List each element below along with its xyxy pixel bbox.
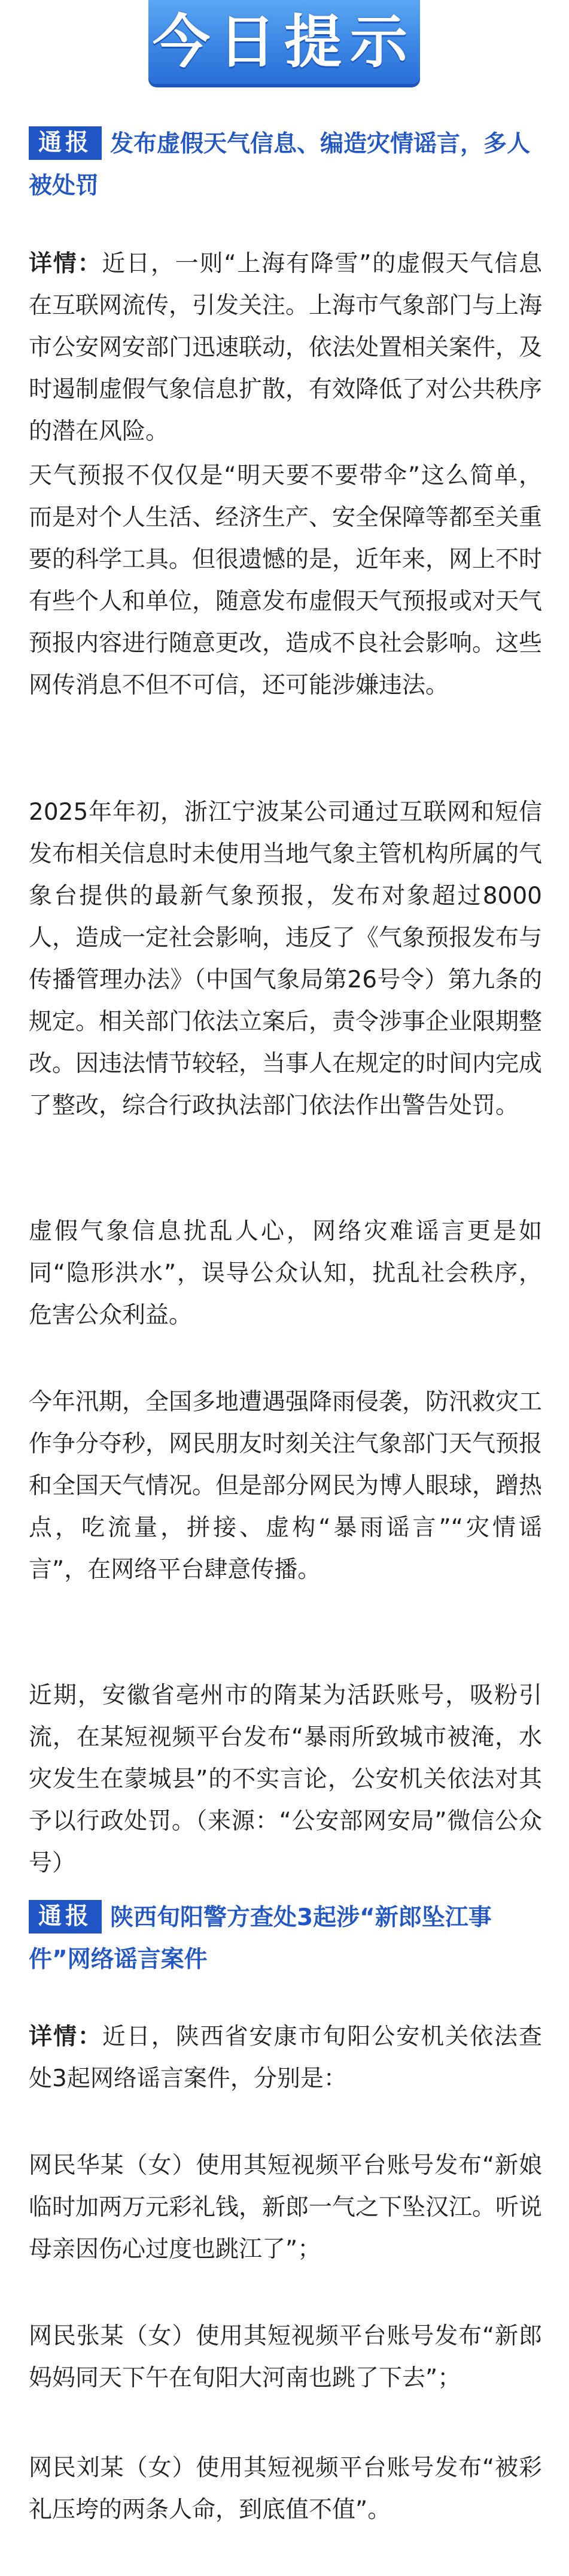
- detail-label: 详情：: [29, 2023, 102, 2050]
- paragraph-text: 天气预报不仅仅是“明天要不要带伞”这么简单，而是对个人生活、经济生产、安全保障等都至关重要的科学工具。但很遗憾的是，近年来，网上不时有些个人和单位，随意发布虚假天气预报或对天气预报内容进行随意更改，造成不良社会影响。这些网传消息不但不可信，还可能涉嫌违法。: [29, 462, 543, 699]
- news-1-paragraph-2: [29, 455, 542, 707]
- today-tips-banner: [144, 0, 425, 93]
- news-1-paragraph-6: [29, 1675, 542, 1884]
- paragraph-text: 网民刘某（女）使用其短视频平台账号发布“被彩礼压垮的两条人命，到底值不值”。: [29, 2454, 542, 2523]
- paragraph-text: 今年汛期，全国多地遭遇强降雨侵袭，防汛救灾工作争分夺秒，网民朋友时刻关注气象部门天气预报和全国天气情况。但是部分网民为博人眼球，蹭热点，吃流量，拼接、虚构“暴雨谣言”“灾情谣言”，在网络平台肆意传播。: [29, 1389, 543, 1583]
- paragraph-text: 网民华某（女）使用其短视频平台账号发布“新娘临时加两万元彩礼钱，新郎一气之下坠汉江。听说母亲因伤心过度也跳江了”；: [29, 2152, 543, 2263]
- news-2-paragraph-3: [29, 2316, 542, 2399]
- detail-label: 详情：: [29, 250, 102, 277]
- headline-text: 发布虚假天气信息、编造灾情谣言，多人被处罚: [29, 131, 531, 199]
- news-1-paragraph-1: [29, 243, 542, 453]
- paragraph-text: 网民张某（女）使用其短视频平台账号发布“新郎妈妈同天下午在旬阳大河南也跳了下去”；: [29, 2323, 542, 2392]
- news-2-paragraph-1: [29, 2016, 542, 2100]
- news-headline-1: [29, 123, 543, 207]
- notice-tag: 通报: [29, 126, 102, 160]
- news-headline-2: [29, 1897, 543, 1981]
- paragraph-text: 2025年年初，浙江宁波某公司通过互联网和短信发布相关信息时未使用当地气象主管机构所属的气象台提供的最新气象预报，发布对象超过8000人，造成一定社会影响，违反了《气象预报发布与传播管理办法》（中国气象局第26号令）第九条的规定。相关部门依法立案后，责令涉事企业限期整改。因违法情节较轻，当事人在规定的时间内完成了整改，综合行政执法部门依法作出警告处罚。: [29, 799, 543, 1119]
- news-1-paragraph-5: [29, 1381, 542, 1591]
- paragraph-text: 近期，安徽省亳州市的隋某为活跃账号，吸粉引流，在某短视频平台发布“暴雨所致城市被淹，水灾发生在蒙城县”的不实言论，公安机关依法对其予以行政处罚。（来源：“公安部网安局”微信公众号）: [29, 1682, 542, 1877]
- paragraph-text: 虚假气象信息扰乱人心，网络灾难谣言更是如同“隐形洪水”，误导公众认知，扰乱社会秩序，危害公众利益。: [29, 1218, 542, 1329]
- news-2-paragraph-4: [29, 2447, 542, 2531]
- notice-tag: 通报: [29, 1900, 102, 1933]
- paragraph-text: 近日，陕西省安康市旬阳公安机关依法查处3起网络谣言案件，分别是：: [29, 2023, 542, 2092]
- headline-text: 陕西旬阳警方查处3起涉“新郎坠江事件”网络谣言案件: [29, 1904, 492, 1973]
- news-1-paragraph-4: [29, 1211, 542, 1337]
- banner-title: 今日提示: [153, 8, 416, 75]
- news-2-paragraph-2: [29, 2145, 542, 2271]
- paragraph-text: 近日，一则“上海有降雪”的虚假天气信息在互联网流传，引发关注。上海市气象部门与上海市公安网安部门迅速联动，依法处置相关案件，及时遏制虚假气象信息扩散，有效降低了对公共秩序的潜在风险。: [29, 250, 543, 445]
- news-1-paragraph-3: [29, 792, 542, 1127]
